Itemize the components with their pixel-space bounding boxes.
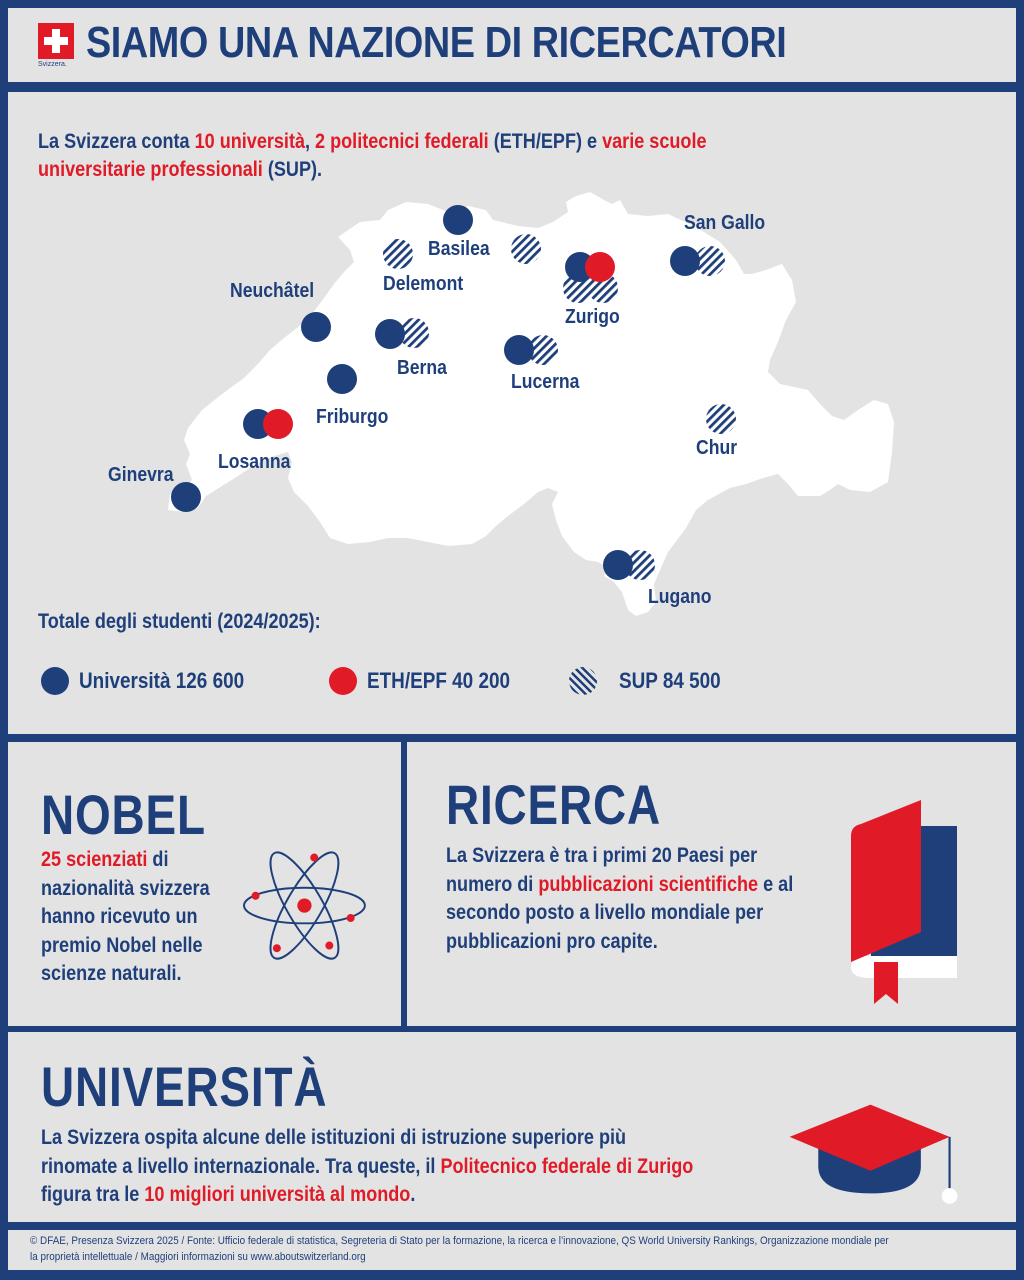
city-label: Delemont [383, 273, 464, 295]
text-line [41, 1124, 693, 1153]
students-total-title: Totale degli studenti (2024/2025): [38, 610, 321, 633]
text-segment: (ETH/EPF) e [488, 130, 603, 153]
text-segment: , [305, 130, 316, 153]
text-line [41, 1181, 693, 1210]
text-line [41, 875, 210, 904]
page-title: SIAMO UNA NAZIONE DI RICERCATORI [86, 18, 787, 67]
text-line [446, 871, 793, 900]
uni-marker-icon [327, 364, 357, 394]
city-label: San Gallo [684, 212, 766, 234]
text-segment: premio Nobel nelle [41, 933, 203, 957]
uni-marker-icon [670, 246, 700, 276]
footer [8, 1230, 1016, 1270]
city-label: Losanna [218, 451, 291, 473]
city-label: Neuchâtel [230, 280, 315, 302]
ricerca-text [446, 842, 793, 956]
atom-icon [228, 822, 388, 982]
switzerland-map [8, 92, 1016, 734]
logo-text: Svizzera. [38, 61, 67, 68]
uni-marker-icon [443, 205, 473, 235]
universita-dot-icon [41, 667, 69, 695]
eth-epf-dot-icon [329, 667, 357, 695]
sup-hatched-dot-icon [569, 667, 597, 695]
text-line [41, 903, 210, 932]
map-panel [8, 92, 1016, 734]
book-icon [845, 796, 965, 1006]
highlight-text: 25 scienziati [41, 848, 148, 871]
text-segment: e al [758, 872, 794, 896]
legend-label: ETH/EPF 40 200 [367, 668, 511, 693]
sup-marker-icon [383, 239, 413, 269]
text-segment: pubblicazioni pro capite. [446, 929, 658, 953]
header [8, 8, 1016, 82]
highlight-text: pubblicazioni scientifiche [538, 872, 759, 896]
eth-marker-icon [585, 252, 615, 282]
text-segment: rinomate a livello internazionale. Tra queste, il [41, 1154, 441, 1178]
city-label: Chur [696, 437, 738, 459]
city-label: Zurigo [565, 306, 620, 328]
ricerca-panel [407, 742, 1016, 1026]
text-segment: di [147, 848, 169, 871]
text-line [41, 960, 210, 989]
legend-eth-epf [329, 666, 533, 696]
text-line [41, 846, 210, 875]
text-segment: (SUP). [262, 158, 323, 181]
text-line [446, 928, 793, 957]
city-label: Friburgo [316, 406, 389, 428]
universita-text [41, 1124, 693, 1210]
highlight-text: Politecnico federale di Zurigo [440, 1154, 694, 1178]
nobel-heading: NOBEL [41, 783, 206, 846]
text-segment: . [410, 1183, 416, 1206]
city-label: Lucerna [511, 371, 580, 393]
legend-label: Università 126 600 [79, 668, 245, 693]
swiss-flag-icon [38, 23, 74, 59]
highlight-text: 2 politecnici federali [315, 130, 489, 153]
sup-marker-icon [511, 234, 541, 264]
city-label: Basilea [428, 238, 490, 260]
highlight-text: 10 università [194, 130, 306, 153]
sup-marker-icon [706, 404, 736, 434]
legend-universita [41, 666, 271, 696]
ricerca-heading: RICERCA [446, 773, 661, 836]
graduation-cap-icon [780, 1090, 980, 1215]
universita-panel [8, 1032, 1016, 1222]
text-segment: hanno ricevuto un [41, 905, 198, 928]
text-segment: nazionalità svizzera [41, 876, 210, 900]
city-label: Berna [397, 357, 447, 379]
uni-marker-icon [301, 312, 331, 342]
uni-marker-icon [171, 482, 201, 512]
city-label: Lugano [648, 586, 712, 608]
text-segment: La Svizzera ospita alcune delle istituzioni di istruzione superiore più [41, 1126, 627, 1149]
text-segment: secondo posto a livello mondiale per [446, 901, 764, 924]
text-segment: scienze naturali. [41, 962, 182, 985]
footer-line-1: © DFAE, Presenza Svizzera 2025 / Fonte: Ufficio federale di statistica, Segreteria di Stato per la formazione, la ricerca e l’innovazione, QS World University Rankings, Organizzazione mondiale per [30, 1235, 889, 1247]
text-line [41, 932, 210, 961]
legend-label: SUP 84 500 [619, 668, 721, 693]
universita-heading: UNIVERSITÀ [41, 1055, 328, 1118]
uni-marker-icon [504, 335, 534, 365]
eth-marker-icon [263, 409, 293, 439]
city-label: Ginevra [108, 464, 174, 486]
uni-marker-icon [603, 550, 633, 580]
text-segment: La Svizzera conta [38, 130, 195, 153]
nobel-text [41, 846, 210, 989]
source-credits [30, 1233, 889, 1265]
text-line [446, 899, 793, 928]
uni-marker-icon [375, 319, 405, 349]
text-line [41, 1153, 693, 1182]
text-segment: figura tra le [41, 1183, 145, 1206]
highlight-text: varie scuole [602, 130, 707, 153]
highlight-text: universitarie professionali [38, 158, 263, 181]
legend-sup [569, 666, 737, 696]
footer-line-2: la proprietà intellettuale / Maggiori informazioni su www.aboutswitzerland.org [30, 1251, 366, 1263]
text-segment: La Svizzera è tra i primi 20 Paesi per [446, 844, 758, 867]
text-line [446, 842, 793, 871]
highlight-text: 10 migliori università al mondo [144, 1183, 411, 1206]
nobel-panel [8, 742, 401, 1026]
text-segment: numero di [446, 872, 539, 896]
